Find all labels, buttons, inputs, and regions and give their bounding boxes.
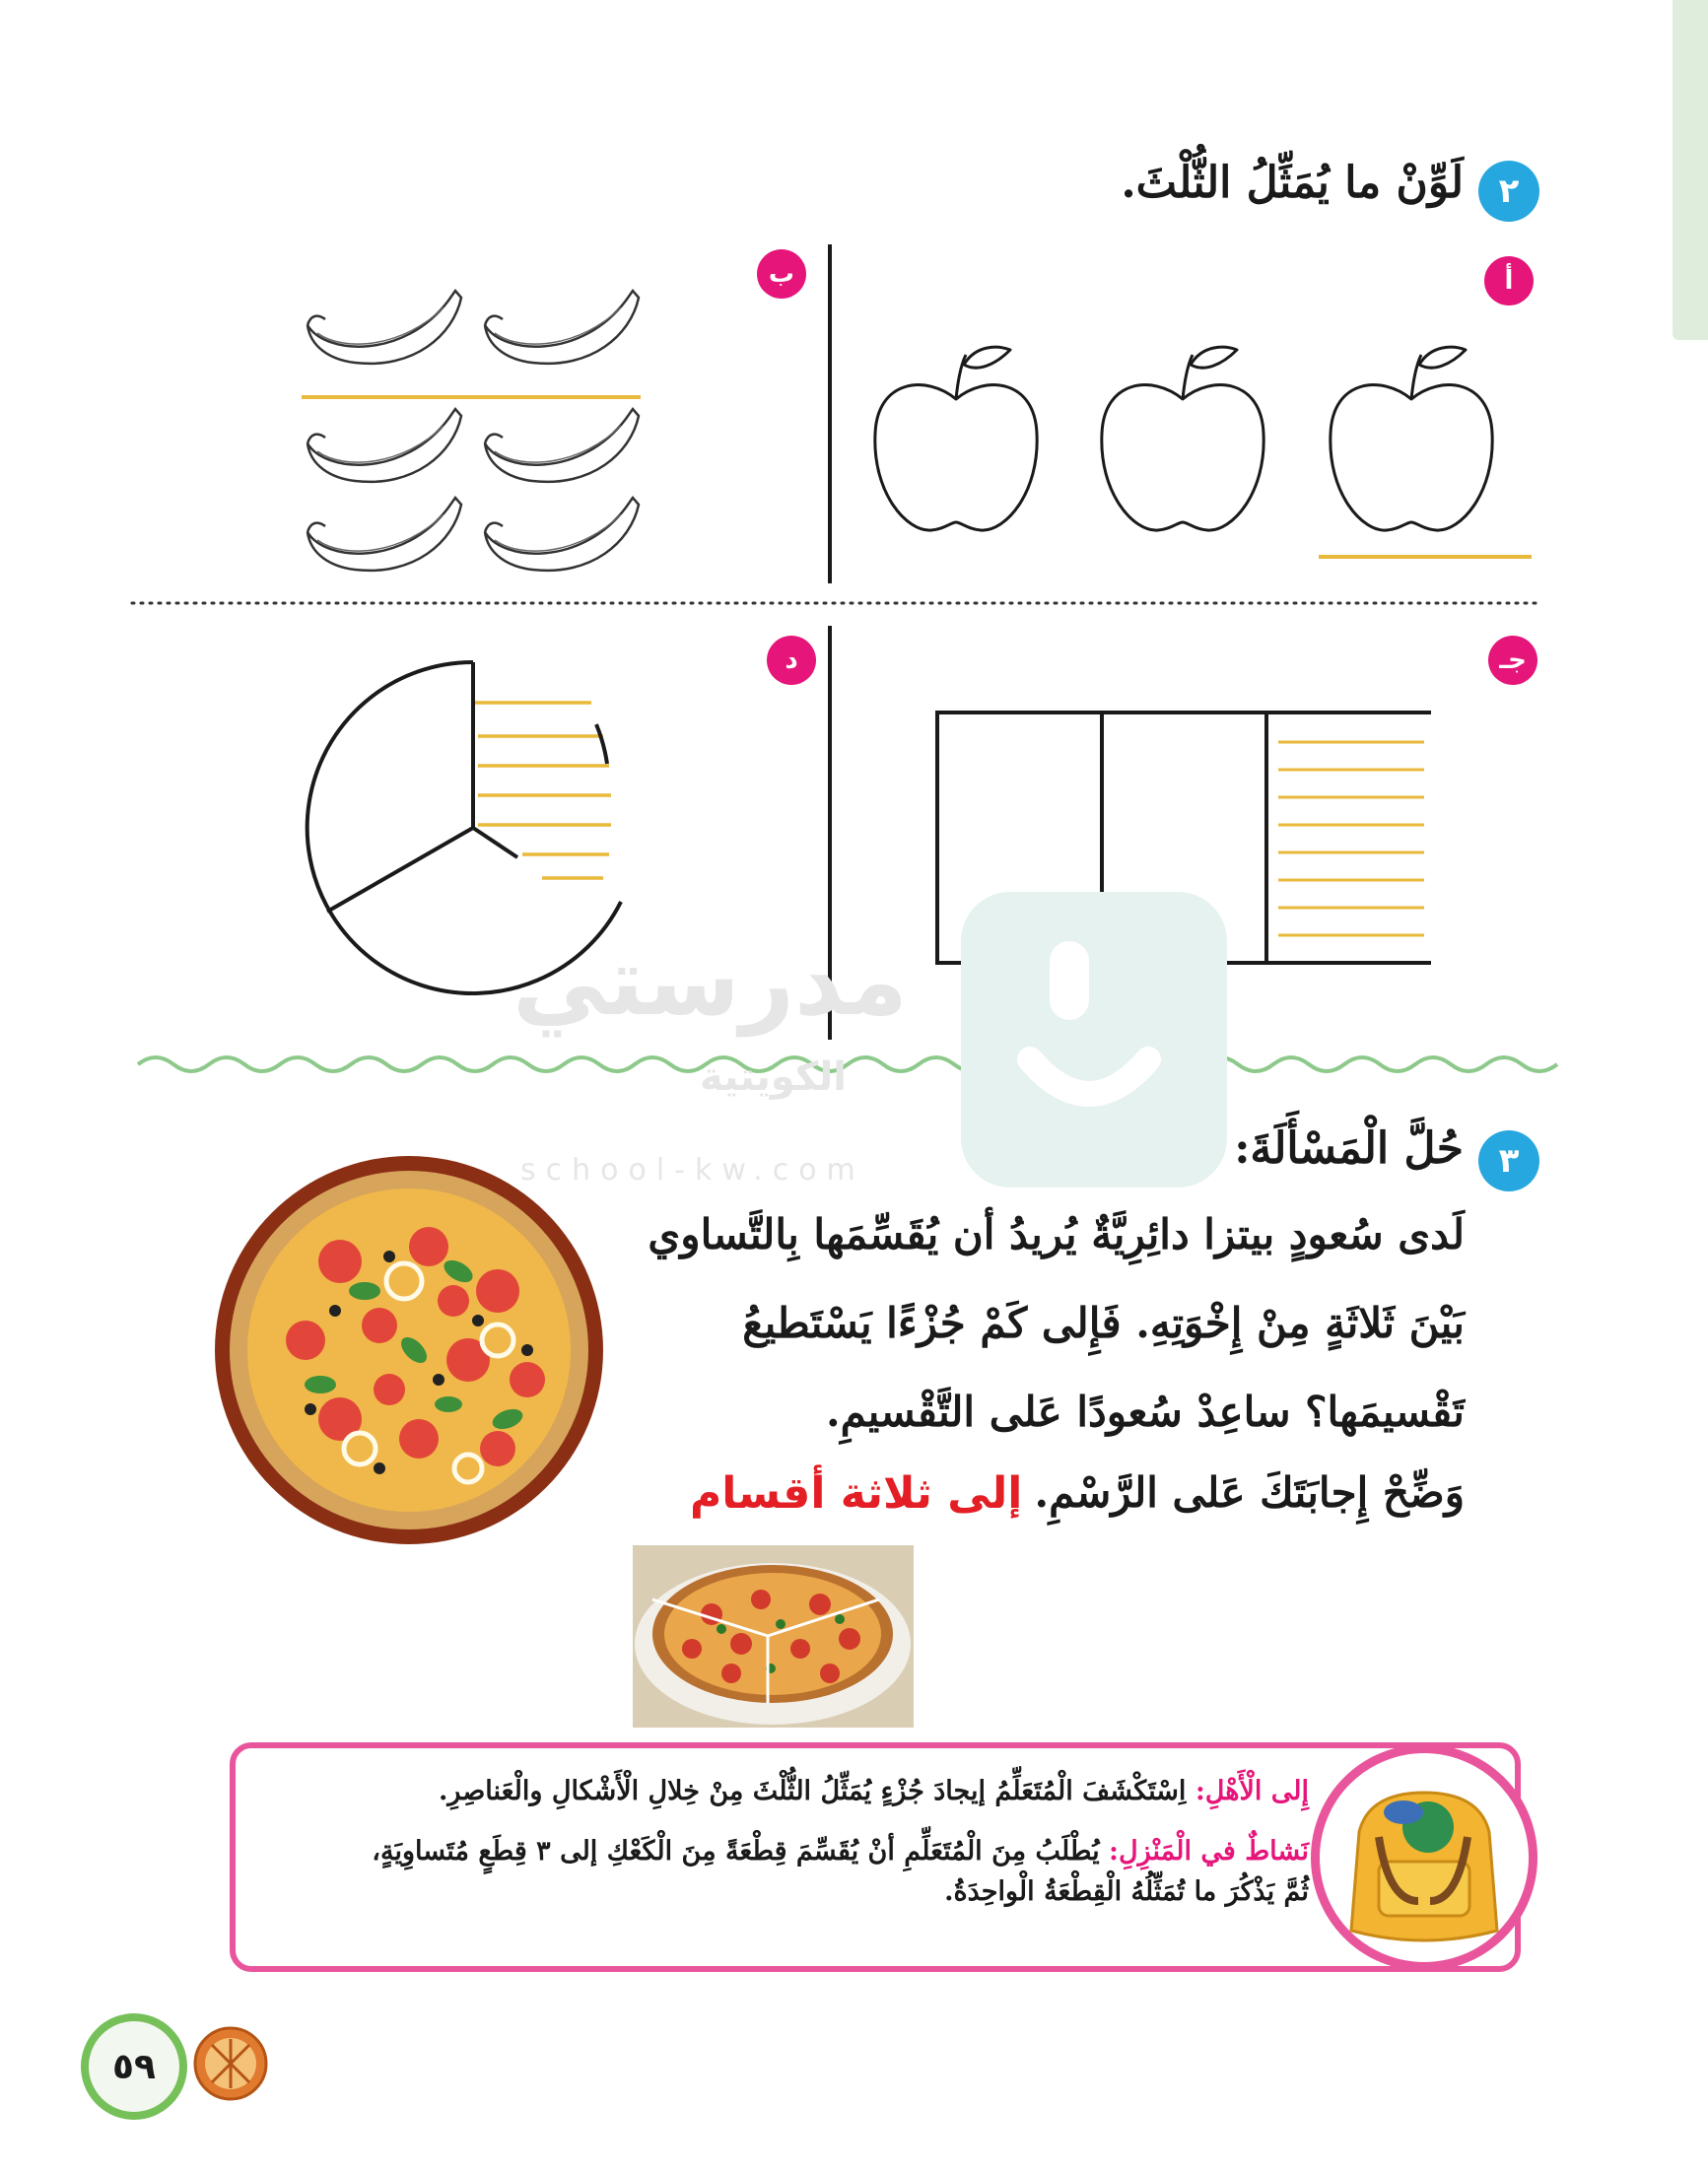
parents-label: إِلى الْأَهْلِ: <box>1195 1776 1309 1806</box>
question-3-title: حُلَّ الْمَسْأَلَةَ: <box>1234 1123 1464 1174</box>
watermark-logo-icon <box>951 892 1247 1207</box>
parents-note-line-1 <box>244 1776 1309 1806</box>
watermark-text: مدرستي <box>512 926 908 1037</box>
page-number-badge <box>81 2013 187 2120</box>
watermark-subtext: الكويتية <box>700 1054 848 1100</box>
story-line-4: وَضِّحْ إِجابَتَكَ عَلى الرَّسْمِ. <box>1034 1468 1465 1517</box>
question-2-number: ٢ <box>1478 161 1539 222</box>
pie-icon <box>192 2025 269 2102</box>
question-2-title: لَوِّنْ ما يُمَثِّلُ الثُّلْثَ. <box>1121 158 1464 208</box>
question-3-number: ٣ <box>1478 1130 1539 1191</box>
label-a-badge: أ <box>1484 256 1534 306</box>
parents-text: اِسْتَكْشَفَ الْمُتَعَلِّمُ إيجادَ جُزْءٍ يُمَثِّلُ الثُّلْثَ مِنْ خِلالِ الْأَشْكالِ والْعَناصِرِ. <box>439 1776 1187 1806</box>
story-line-1: لَدى سُعودٍ بيتزا دائِرِيَّةٌ يُريدُ أن يُقَسِّمَها بِالتَّساوي <box>648 1210 1465 1258</box>
label-d-badge: د <box>767 636 816 685</box>
apples-illustration <box>857 335 1547 572</box>
bananas-illustration <box>296 281 650 596</box>
home-activity-label: نَشاطٌ في الْمَنْزِلِ: <box>1109 1836 1309 1867</box>
label-c-badge: جـ <box>1488 636 1537 685</box>
divided-pizza-image <box>633 1545 914 1728</box>
page-number: ٥٩ <box>112 2046 156 2087</box>
story-line-2: بَيْنَ ثَلاثَةٍ مِنْ إِخْوَتِهِ. فَإِلى كَمْ جُزْءًا يَسْتَطيعُ <box>742 1299 1465 1347</box>
parents-note <box>244 1756 1309 1958</box>
parents-note-line-3: ثُمَّ يَذْكُرَ ما تُمَثِّلُهُ الْقِطْعَةُ الْواحِدَةُ. <box>944 1876 1309 1907</box>
answer-text: إلى ثلاثة أقسام <box>690 1468 1023 1519</box>
bag-illustration <box>1311 1744 1537 1971</box>
watermark-site: school-kw.com <box>520 1153 865 1188</box>
pizza-image <box>212 1153 606 1547</box>
story-line-3: تَقْسيمَها؟ ساعِدْ سُعودًا عَلى التَّقْسيمِ. <box>826 1388 1465 1436</box>
parents-note-line-2 <box>244 1836 1309 1867</box>
label-b-badge: ب <box>757 249 806 299</box>
home-activity-text: يُطْلَبُ مِنَ الْمُتَعَلِّمِ أنْ يُقَسِّمَ قِطْعَةً مِنَ الْكَعْكِ إلى ٣ قِطَعٍ مُتَساوِيَةٍ، <box>372 1836 1100 1867</box>
